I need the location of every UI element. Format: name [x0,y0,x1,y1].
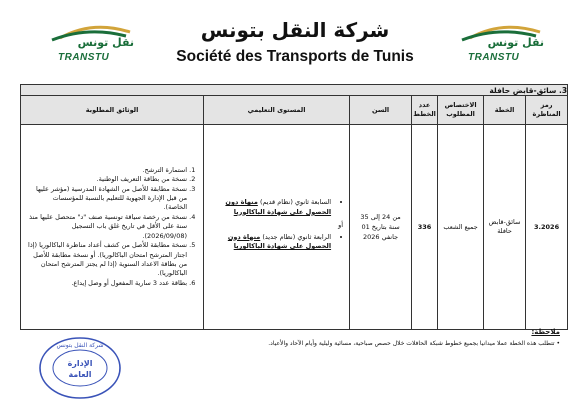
stamp-outer-text: شركة النقل بتونس [56,342,104,349]
cell-specialty: جميع الشعب [438,125,484,330]
page-title-french: Société des Transports de Tunis [176,48,414,65]
bullet-icon: • [554,340,560,347]
notes-body: تتطلب هذه الخطة عملا ميدانيا بجميع خطوط شبكة الحافلات خلال حصص صباحية، مسائية وليلية وأيام الآحاد والأعياد. [268,340,555,347]
logo-latin-text: TRANSTU [468,52,520,63]
cell-age: من 24 إلى 35 سنة بتاريخ 01 جانفي 2026 [350,125,412,330]
notes-title: ملاحظة: [531,328,560,336]
stamp-center-line2: العامة [68,370,92,379]
education-or: أو [338,221,344,230]
cell-documents [21,125,204,330]
transtu-logo-left [42,24,134,74]
header-documents: الوثائق المطلوبة [21,96,204,125]
document-item: 5. نسخة مطابقة للأصل من كشف أعداد مناظرة الباكالوريا (إذا اجتاز المترشح امتحان الباكالوريا). أو نسخة مطابقة للأصل من بطاقة الاعداد السنوية (إذا لم يجتز المترشح امتحان الباكالوريا). [27,241,187,279]
header-posts: عدد الخطط [412,96,438,125]
official-stamp [38,336,122,400]
cell-plan: سائق-قابض حافلة [484,125,526,330]
education-option2-prefix: الرابعة ثانوي (نظام جديد) [262,232,332,241]
logo-latin-text: TRANSTU [58,52,110,63]
header-specialty: الاختصاص المطلوب [438,96,484,125]
table-row [21,125,568,330]
section-title: 3. سائق-قابض حافلة [21,85,568,96]
education-option2-condition: منهاة دون الحصول على شهادة الباكالوريا [227,232,332,251]
document-item: 2. نسخة من بطاقة التعريف الوطنية. [27,175,187,184]
recruitment-table [20,84,568,330]
cell-posts: 336 [412,125,438,330]
cell-education [204,125,350,330]
header-age: السن [350,96,412,125]
transtu-logo-right [452,24,544,74]
education-option-old [210,198,331,217]
header-plan: الخطة [484,96,526,125]
cell-code: 3.2026 [526,125,568,330]
document-item: 1. استمارة الترشح. [27,166,187,175]
education-option-new [210,233,331,252]
education-option1-condition: منهاة دون الحصول على شهادة الباكالوريا [225,198,332,216]
stamp-center-line1: الإدارة [67,359,93,368]
document-item: 4. نسخة من رخصة سياقة تونسية صنف "د" متحصل عليها منذ سنة على الأقل في تاريخ غلق باب التسجيل (2026/09/08). [27,213,187,241]
logo-arabic-text: نقل تونس [77,36,134,49]
column-header-row [21,96,568,125]
header-code: رمز المناظرة [526,96,568,125]
page-title-arabic: شركة النقل بتونس [200,18,390,42]
logo-arabic-text: نقل تونس [487,36,544,49]
document-item: 3. نسخة مطابقة للأصل من الشهادة المدرسية (مؤشر عليها من قبل الإدارة الجهوية للتعليم بالنسبة للمؤسسات الخاصة). [27,185,187,213]
section-header-row [21,85,568,96]
notes-text [190,340,560,347]
document-item: 6. بطاقة عدد 3 سارية المفعول أو وصل إيداع. [27,279,187,288]
header-education: المستوى التعليمي [204,96,350,125]
education-option1-prefix: السابعة ثانوي (نظام قديم) [259,198,332,207]
